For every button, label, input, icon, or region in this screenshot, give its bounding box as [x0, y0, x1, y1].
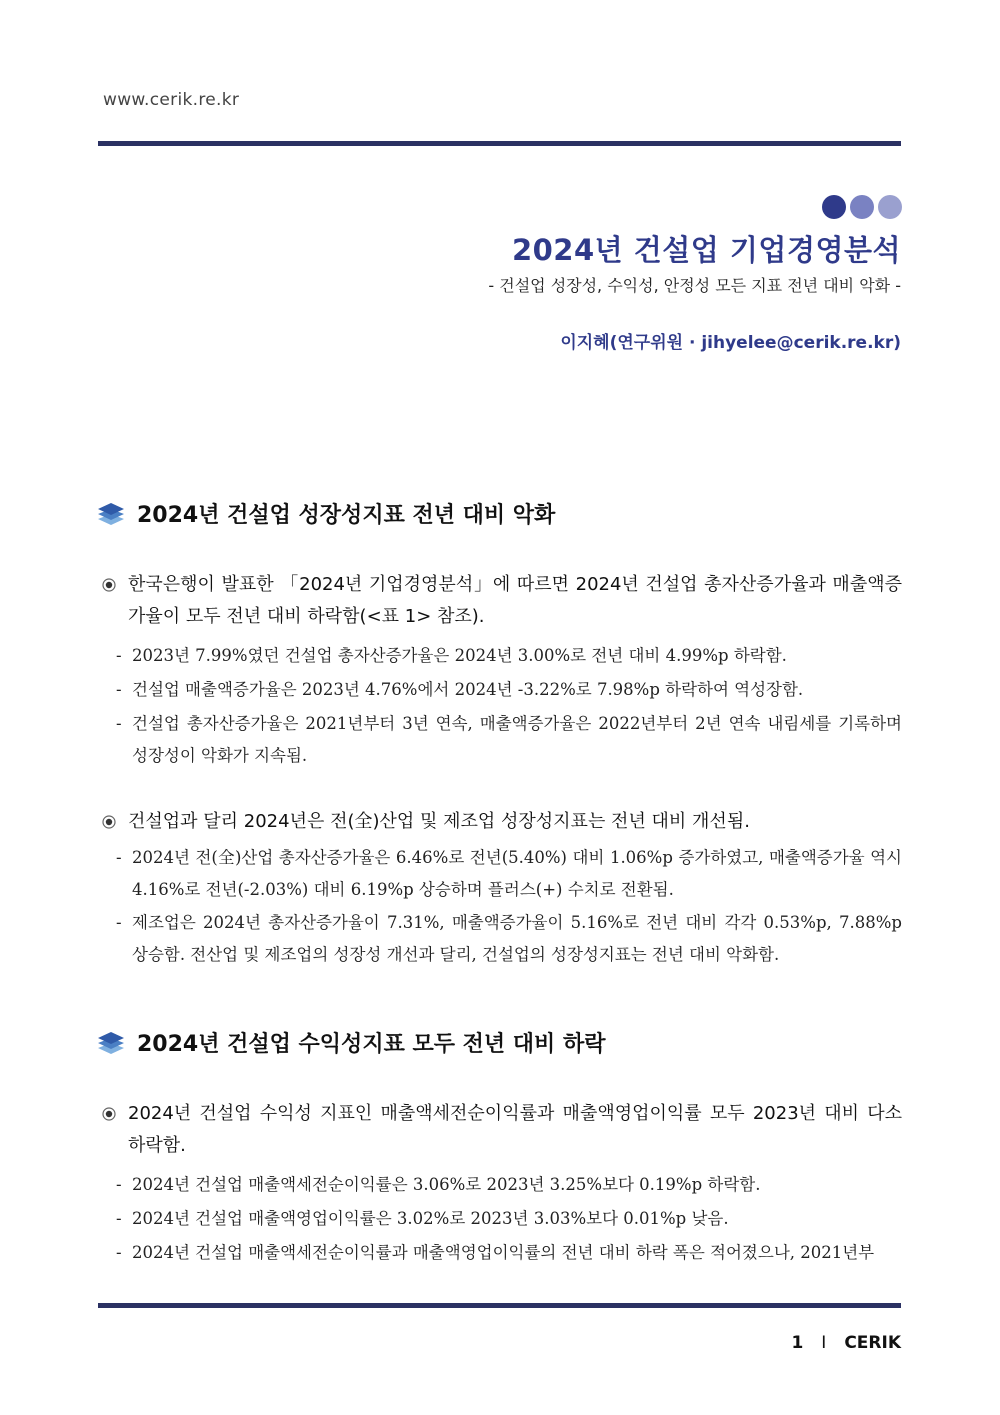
sub-text: 제조업은 2024년 총자산증가율이 7.31%, 매출액증가율이 5.16%로 전년 대비 각각 0.53%p, 7.88%p 상승함. 전산업 및 제조업의 성장성 개선과 달리, 건설업의 성장성지표는 전년 대비 악화함.	[132, 913, 902, 964]
point-text: 2024년 건설업 수익성 지표인 매출액세전순이익률과 매출액영업이익률 모두 2023년 대비 다소 하락함.	[128, 1103, 902, 1156]
dot-3	[878, 195, 902, 219]
sub-text: 2024년 건설업 매출액영업이익률은 3.02%로 2023년 3.03%보다 0.01%p 낮음.	[132, 1209, 729, 1228]
dash-marker: -	[116, 1175, 122, 1194]
section-heading-growth	[97, 498, 555, 529]
page-number: 1	[791, 1333, 804, 1353]
sub-item	[116, 907, 902, 971]
point-3	[102, 1098, 902, 1162]
sub-text: 2024년 건설업 매출액세전순이익률과 매출액영업이익률의 전년 대비 하락 폭은 적어졌으나, 2021년부	[132, 1243, 875, 1262]
dash-marker: -	[116, 913, 122, 932]
dot-1	[822, 195, 846, 219]
site-url[interactable]: www.cerik.re.kr	[103, 90, 240, 110]
layers-icon	[97, 1030, 125, 1056]
title-dots	[822, 195, 902, 219]
bottom-rule	[98, 1303, 901, 1308]
section-heading-text: 2024년 건설업 성장성지표 전년 대비 악화	[137, 503, 556, 528]
sub-text: 2024년 전(全)산업 총자산증가율은 6.46%로 전년(5.40%) 대비 1.06%p 증가하였고, 매출액증가율 역시 4.16%로 전년(-2.03%) 대비 6.19%p 상승하며 플러스(+) 수치로 전환됨.	[132, 848, 902, 899]
report-subtitle: - 건설업 성장성, 수익성, 안정성 모든 지표 전년 대비 악화 -	[488, 276, 901, 295]
sub-item	[116, 708, 902, 772]
page-footer	[791, 1333, 901, 1353]
top-rule	[98, 141, 901, 146]
section-heading-profitability	[97, 1027, 605, 1058]
sub-item	[116, 1169, 902, 1201]
sub-text: 건설업 총자산증가율은 2021년부터 3년 연속, 매출액증가율은 2022년부터 2년 연속 내림세를 기록하며 성장성이 악화가 지속됨.	[132, 714, 902, 765]
dash-marker: -	[116, 1209, 122, 1228]
section-heading-text: 2024년 건설업 수익성지표 모두 전년 대비 하락	[137, 1032, 606, 1057]
sub-text: 2024년 건설업 매출액세전순이익률은 3.06%로 2023년 3.25%보다 0.19%p 하락함.	[132, 1175, 761, 1194]
sub-item	[116, 1203, 902, 1235]
layers-icon	[97, 501, 125, 527]
circle-bullet-icon	[102, 1107, 116, 1121]
dash-marker: -	[116, 714, 122, 733]
report-title: 2024년 건설업 기업경영분석	[511, 233, 901, 267]
footer-org: CERIK	[844, 1333, 901, 1353]
point-1	[102, 569, 902, 633]
dash-marker: -	[116, 1243, 122, 1262]
sub-item	[116, 674, 902, 706]
footer-separator: I	[821, 1333, 827, 1353]
dash-marker: -	[116, 646, 122, 665]
point-2	[102, 806, 902, 838]
sub-item	[116, 1237, 902, 1269]
dot-2	[850, 195, 874, 219]
sub-text: 2023년 7.99%였던 건설업 총자산증가율은 2024년 3.00%로 전년 대비 4.99%p 하락함.	[132, 646, 787, 665]
sub-item	[116, 640, 902, 672]
dash-marker: -	[116, 848, 122, 867]
report-author: 이지혜(연구위원 · jihyelee@cerik.re.kr)	[560, 333, 901, 353]
point-text: 건설업과 달리 2024년은 전(全)산업 및 제조업 성장성지표는 전년 대비 개선됨.	[128, 811, 750, 832]
sub-item	[116, 842, 902, 906]
circle-bullet-icon	[102, 815, 116, 829]
point-text: 한국은행이 발표한 「2024년 기업경영분석」에 따르면 2024년 건설업 총자산증가율과 매출액증가율이 모두 전년 대비 하락함(<표 1> 참조).	[128, 574, 902, 627]
dash-marker: -	[116, 680, 122, 699]
sub-text: 건설업 매출액증가율은 2023년 4.76%에서 2024년 -3.22%로 7.98%p 하락하여 역성장함.	[132, 680, 804, 699]
circle-bullet-icon	[102, 578, 116, 592]
